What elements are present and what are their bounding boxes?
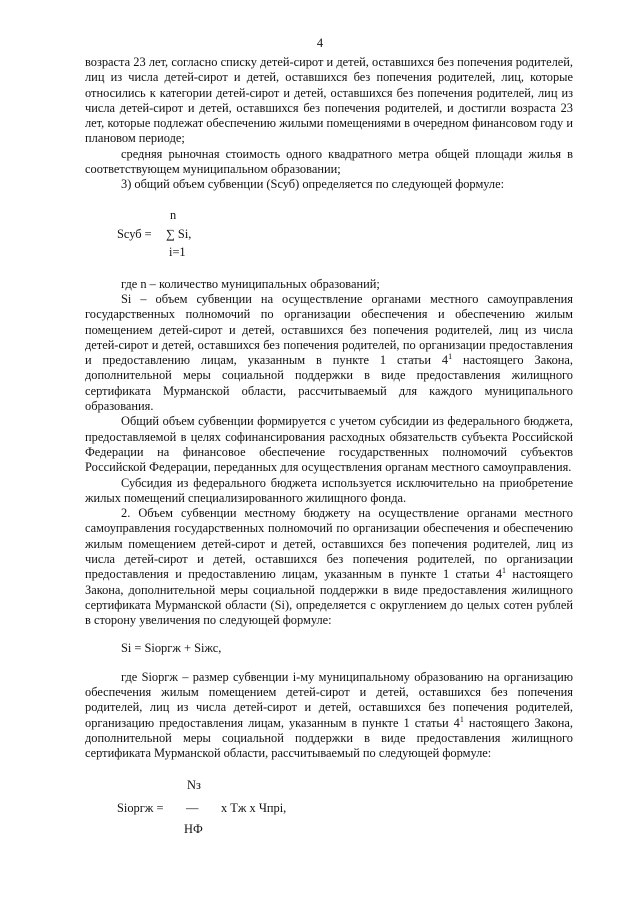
si-definition-text: Si – объем субвенции на осуществление органами местного самоуправления государственных полномочий по организации обеспечения и обеспечению жилым помещением детей-сирот и детей, оставшихся без попечения родителей, лиц из числа детей-сирот и детей, оставшихся без попечения родителей, по организации предоставления и предоставлению лицам, указанным в пункте 1 статьи 4 bbox=[85, 291, 573, 368]
subvention-volume-text: 2. Объем субвенции местному бюджету на осуществление органами местного самоуправления государственных полномочий по организации обеспечения и обеспечению жилым помещением детей-сирот и детей, оставшихся без попечения родителей, лиц из числа детей-сирот и детей, оставшихся без попечения родителей, по организации предоставления и предоставлению лицам, указанным в пункте 1 статьи 4 bbox=[85, 506, 573, 582]
formula-si: Si = Siоргж + Siжс, bbox=[121, 640, 222, 655]
siorgzh-definition-text: где Siоргж – размер субвенции i-му муниципальному образованию на организацию обеспечения жилым помещением детей-сирот и детей, оставшихся без попечения родителей, лиц из числа детей-сирот и детей, оставшихся без попечения родителей, организацию предоставления лицам, указанным в пункте 1 статьи 4 bbox=[85, 669, 573, 730]
formula-multipliers: х Тж х Чпрi, bbox=[221, 800, 287, 815]
paragraph-total-subvention-intro: 3) общий объем субвенции (Sсуб) определяется по следующей формуле: bbox=[121, 177, 505, 192]
formula-siorgzh-lhs: Siоргж = bbox=[117, 800, 164, 815]
paragraph-federal-subsidy-account: Общий объем субвенции формируется с учетом субсидии из федерального бюджета, предоставляемой в целях софинансирования расходных обязательств субъекта Российской Федерации на финансовое обеспечение государственных полномочий субъектов Российской Федерации, переданных для осуществления органам местного самоуправления. bbox=[85, 414, 573, 475]
formula-siorgzh bbox=[85, 776, 573, 844]
paragraph-siorgzh-definition bbox=[85, 670, 573, 762]
formula-total-subvention bbox=[85, 201, 573, 271]
page-number: 4 bbox=[316, 36, 324, 50]
paragraph-federal-subsidy-use: Субсидия из федерального бюджета используется исключительно на приобретение жилых помещений специализированного жилищного фонда. bbox=[85, 475, 573, 505]
formula-sum-upper-limit: n bbox=[170, 207, 177, 222]
formula-fraction-bar: — bbox=[186, 800, 199, 815]
paragraph-si-definition bbox=[85, 292, 573, 414]
siorgzh-definition-text-end: настоящего Закона, дополнительной меры социальной поддержки в виде предоставления жилищного сертификата Мурманской области, рассчитываемый по следующей формуле: bbox=[85, 715, 573, 761]
formula-denominator: НФ bbox=[184, 821, 203, 836]
formula-total-lhs: Sсуб = bbox=[117, 226, 152, 241]
paragraph-subvention-volume bbox=[85, 506, 573, 628]
formula-numerator: Nз bbox=[187, 777, 201, 792]
paragraph-market-price: средняя рыночная стоимость одного квадратного метра общей площади жилья в соответствующем муниципальном образовании; bbox=[85, 146, 573, 177]
article-superscript: 1 bbox=[502, 566, 507, 576]
paragraph-n-definition: где n – количество муниципальных образований; bbox=[121, 276, 380, 291]
si-definition-text-end: настоящего Закона, дополнительной меры социальной поддержки в виде предоставления жилищного сертификата Мурманской области, рассчитываемый для каждого муниципального образования. bbox=[85, 353, 574, 414]
formula-sum-lower-limit: i=1 bbox=[169, 244, 186, 259]
subvention-volume-text-end: настоящего Закона, дополнительной меры социальной поддержки в виде предоставления жилищного сертификата Мурманской области (Si), определяется с округлением до целых сотен рублей в сторону увеличения по следующей формуле: bbox=[85, 567, 573, 628]
document-body bbox=[85, 55, 573, 844]
formula-sum-expression: ∑ Si, bbox=[166, 226, 192, 241]
paragraph-continuation: возраста 23 лет, согласно списку детей-сирот и детей, оставшихся без попечения родителей, лиц из числа детей-сирот и детей, оставшихся без попечения родителей, лиц, которые относились к категории детей-сирот и детей, оставшихся без попечения родителей, лиц из числа детей-сирот и детей, оставшихся без попечения родителей, и достигли возраста 23 лет, которые подлежат обеспечению жилыми помещениями в очередном финансовом году и плановом периоде; bbox=[85, 55, 573, 146]
article-superscript: 1 bbox=[448, 352, 453, 362]
article-superscript: 1 bbox=[459, 714, 464, 724]
